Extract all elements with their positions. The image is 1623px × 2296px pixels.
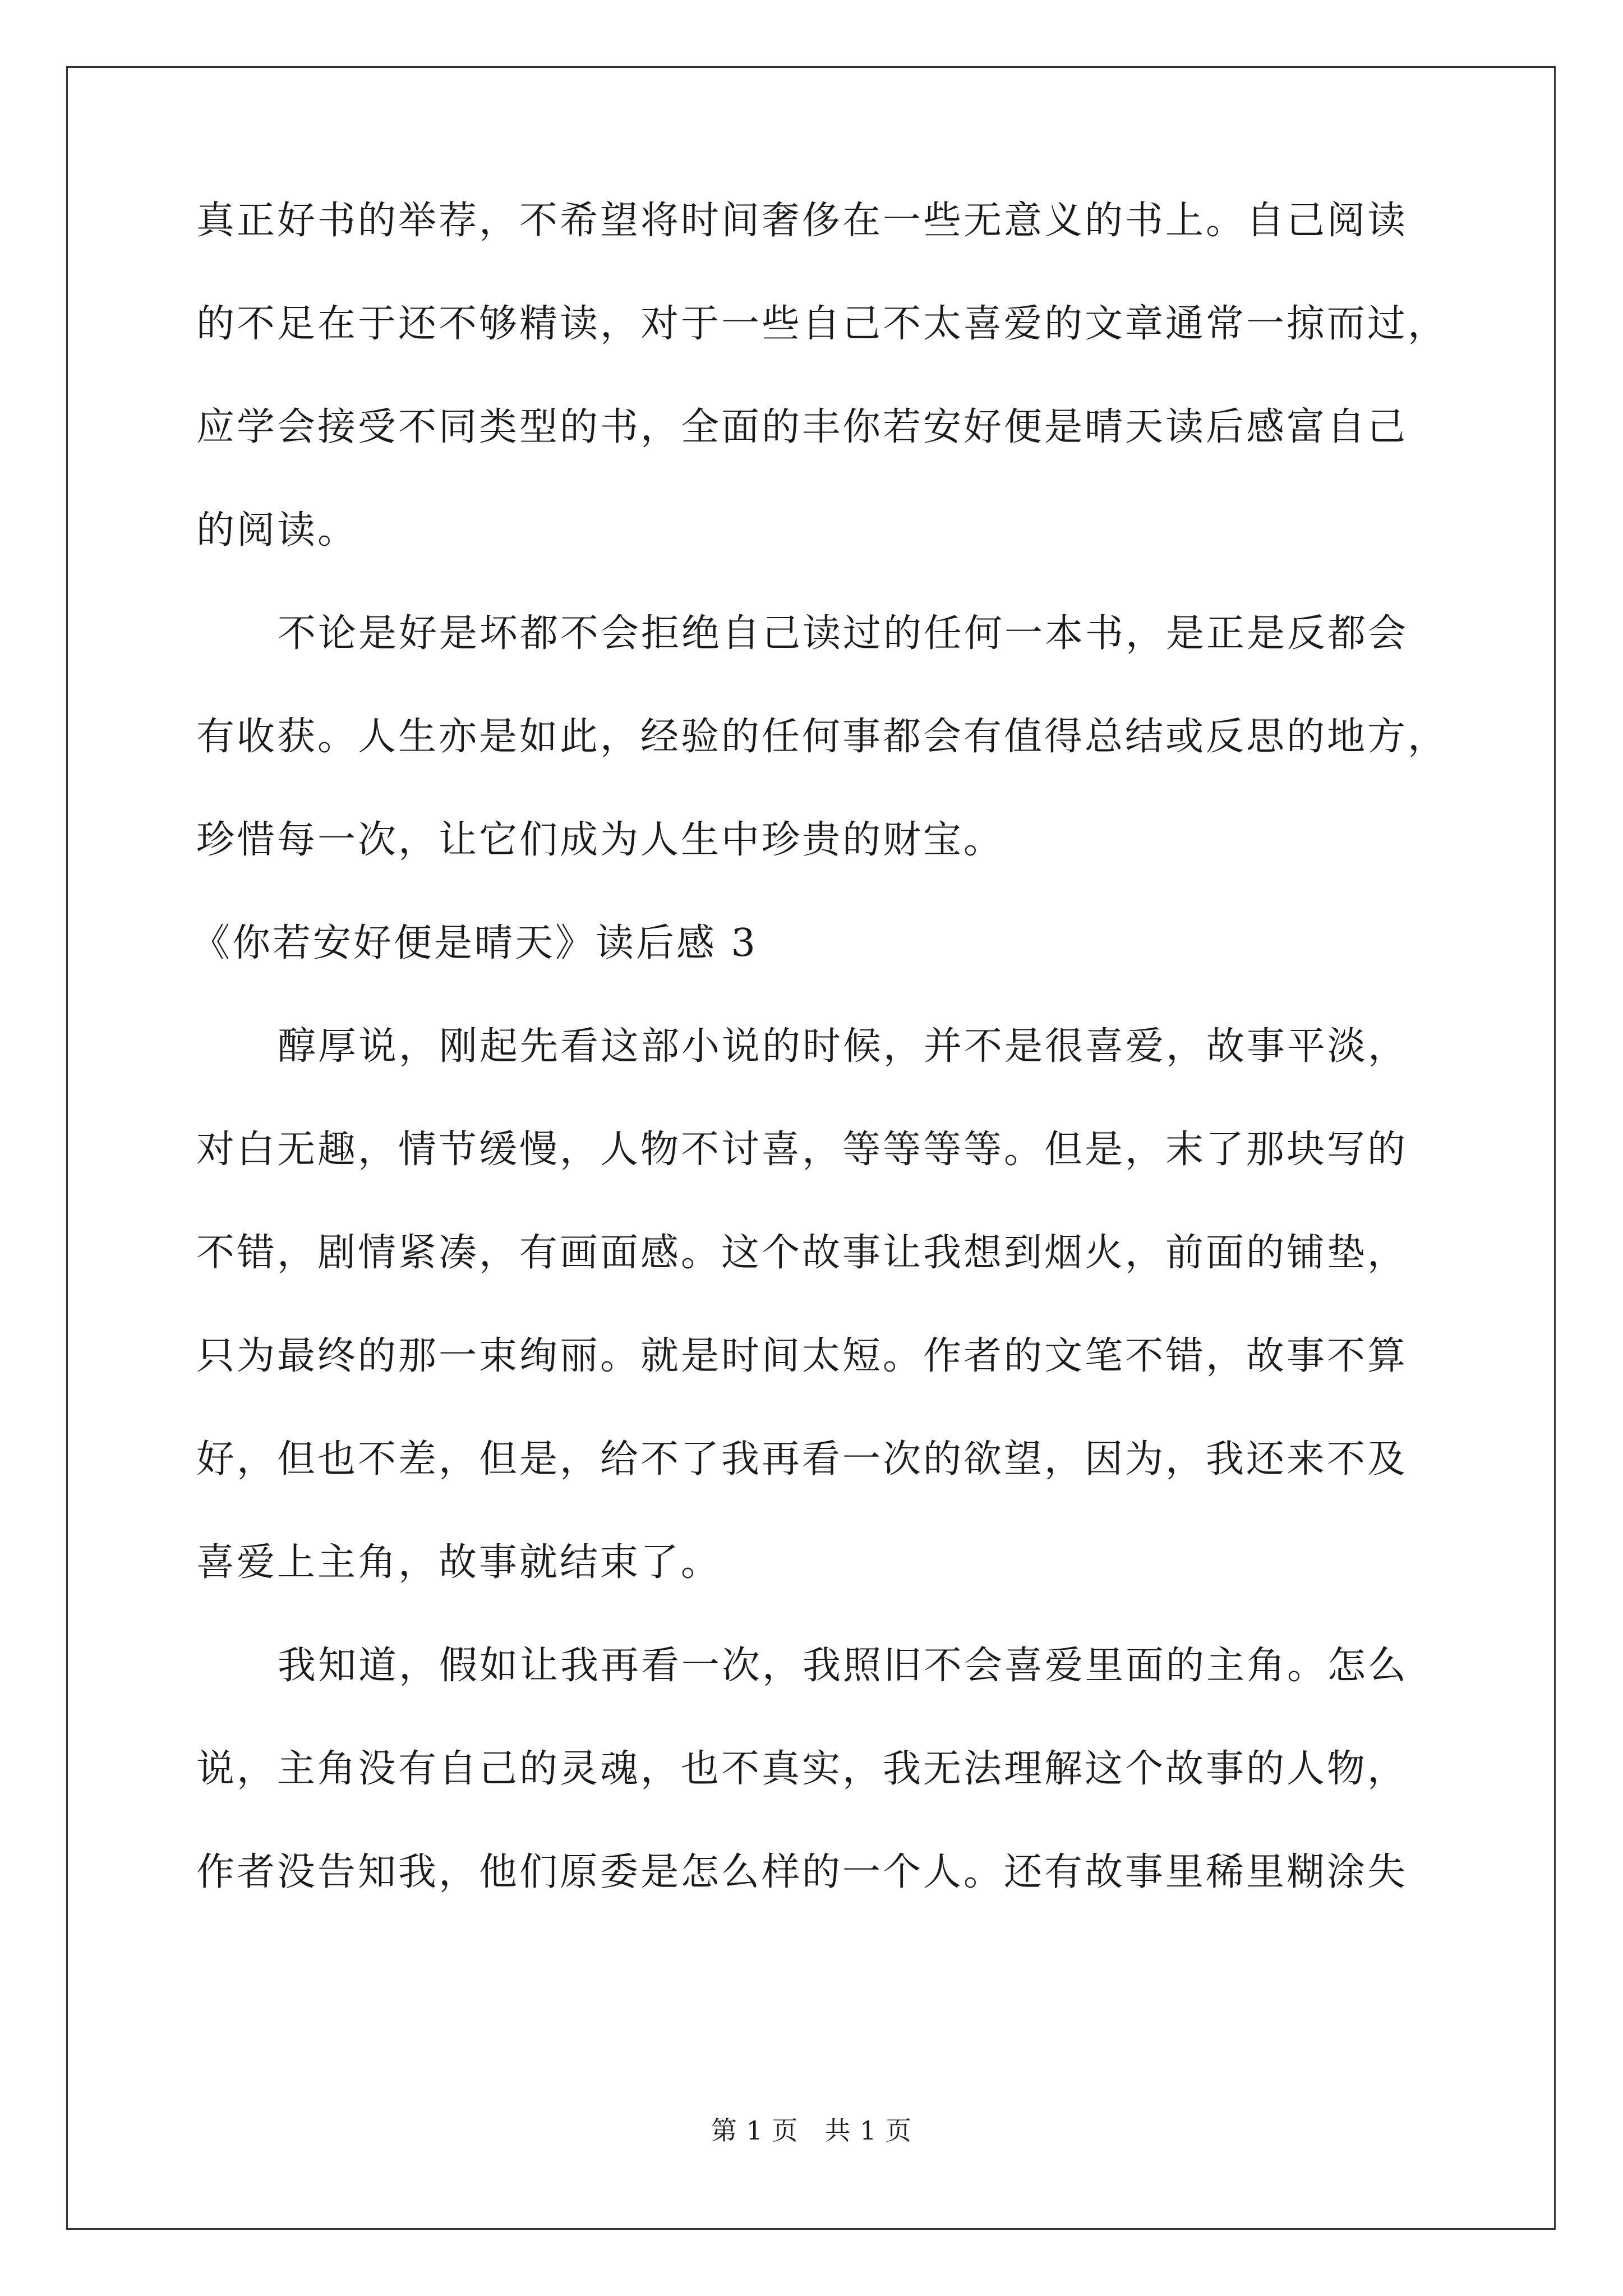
- text-line: 有收获。人生亦是如此，经验的任何事都会有值得总结或反思的地方，: [196, 715, 1449, 759]
- section-heading: 《你若安好便是晴天》读后感 3: [192, 921, 758, 965]
- document-body: [192, 195, 1453, 1950]
- text-line: 应学会接受不同类型的书，全面的丰你若安好便是晴天读后感富自己: [196, 405, 1408, 449]
- page-number-footer: 第 1 页 共 1 页: [711, 2115, 912, 2146]
- text-line: 真正好书的举荐，不希望将时间奢侈在一些无意义的书上。自己阅读: [196, 199, 1408, 243]
- text-line: 好，但也不差，但是，给不了我再看一次的欲望，因为，我还来不及: [196, 1437, 1408, 1481]
- text-line: 喜爱上主角，故事就结束了。: [196, 1540, 722, 1585]
- text-line: 作者没告知我，他们原委是怎么样的一个人。还有故事里稀里糊涂失: [196, 1850, 1408, 1894]
- text-line: 的不足在于还不够精读，对于一些自己不太喜爱的文章通常一掠而过，: [196, 302, 1449, 346]
- text-line: 的阅读。: [196, 508, 358, 553]
- text-line: 醇厚说，刚起先看这部小说的时候，并不是很喜爱，故事平淡，: [278, 1024, 1409, 1069]
- text-line: 不论是好是坏都不会拒绝自己读过的任何一本书，是正是反都会: [278, 611, 1409, 656]
- text-line: 珍惜每一次，让它们成为人生中珍贵的财宝。: [196, 818, 1004, 862]
- text-line: 我知道，假如让我再看一次，我照旧不会喜爱里面的主角。怎么: [278, 1644, 1409, 1688]
- text-line: 只为最终的那一束绚丽。就是时间太短。作者的文笔不错，故事不算: [196, 1334, 1408, 1378]
- text-line: 对白无趣，情节缓慢，人物不讨喜，等等等等。但是，末了那块写的: [196, 1128, 1408, 1172]
- text-line: 不错，剧情紧凑，有画面感。这个故事让我想到烟火，前面的铺垫，: [196, 1231, 1408, 1275]
- text-line: 说，主角没有自己的灵魂，也不真实，我无法理解这个故事的人物，: [196, 1747, 1408, 1791]
